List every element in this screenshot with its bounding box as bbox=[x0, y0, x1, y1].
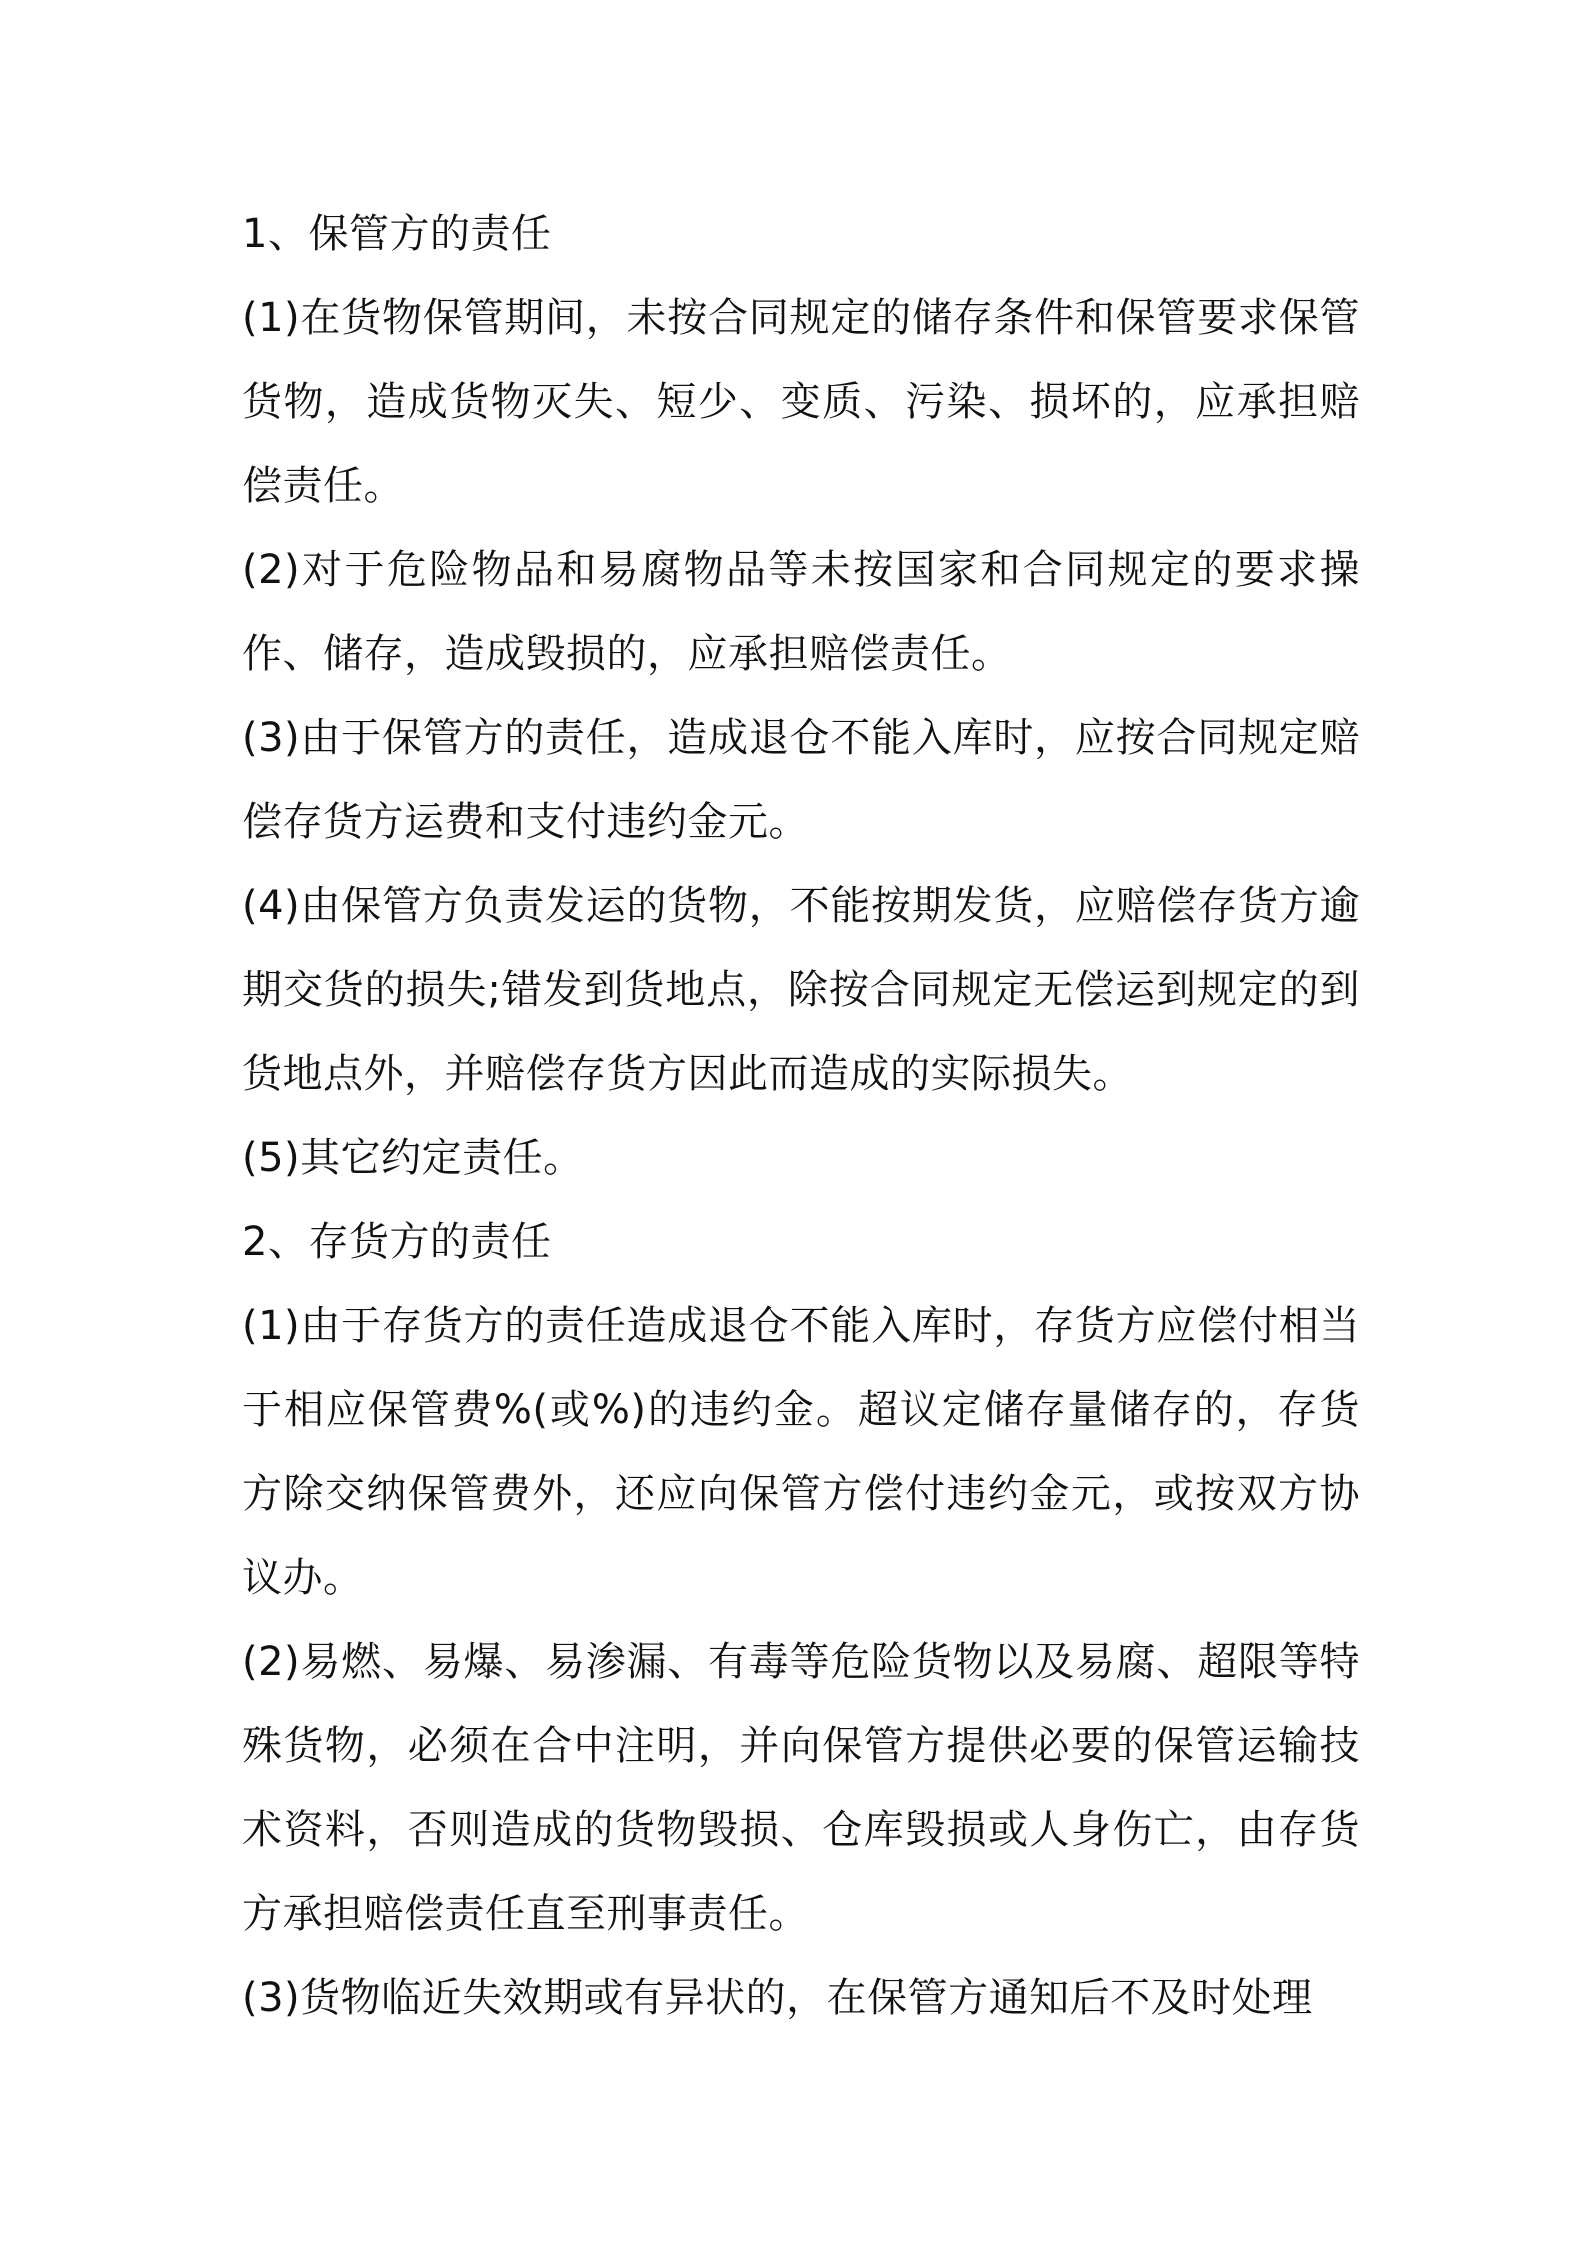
section-1-item-3: (3)由于保管方的责任，造成退仓不能入库时，应按合同规定赔偿存货方运费和支付违约金元。 bbox=[242, 715, 1360, 845]
section-1-heading: 1、保管方的责任 bbox=[242, 211, 552, 257]
section-2-item-2: (2)易燃、易爆、易渗漏、有毒等危险货物以及易腐、超限等特殊货物，必须在合中注明，并向保管方提供必要的保管运输技术资料，否则造成的货物毁损、仓库毁损或人身伤亡，由存货方承担赔偿责任直至刑事责任。 bbox=[242, 1639, 1360, 1937]
document-body bbox=[242, 192, 1360, 2040]
section-1-item-1: (1)在货物保管期间，未按合同规定的储存条件和保管要求保管货物，造成货物灭失、短少、变质、污染、损坏的，应承担赔偿责任。 bbox=[242, 295, 1360, 509]
section-1-item-4: (4)由保管方负责发运的货物，不能按期发货，应赔偿存货方逾期交货的损失;错发到货地点，除按合同规定无偿运到规定的到货地点外，并赔偿存货方因此而造成的实际损失。 bbox=[242, 883, 1360, 1097]
section-2-item-1: (1)由于存货方的责任造成退仓不能入库时，存货方应偿付相当于相应保管费%(或%)的违约金。超议定储存量储存的，存货方除交纳保管费外，还应向保管方偿付违约金元，或按双方协议办。 bbox=[242, 1303, 1360, 1601]
section-2-heading: 2、存货方的责任 bbox=[242, 1219, 552, 1265]
section-2-item-3: (3)货物临近失效期或有异状的，在保管方通知后不及时处理 bbox=[242, 1975, 1313, 2021]
section-1-item-2: (2)对于危险物品和易腐物品等未按国家和合同规定的要求操作、储存，造成毁损的，应承担赔偿责任。 bbox=[242, 547, 1360, 677]
section-1-item-5: (5)其它约定责任。 bbox=[242, 1135, 584, 1181]
